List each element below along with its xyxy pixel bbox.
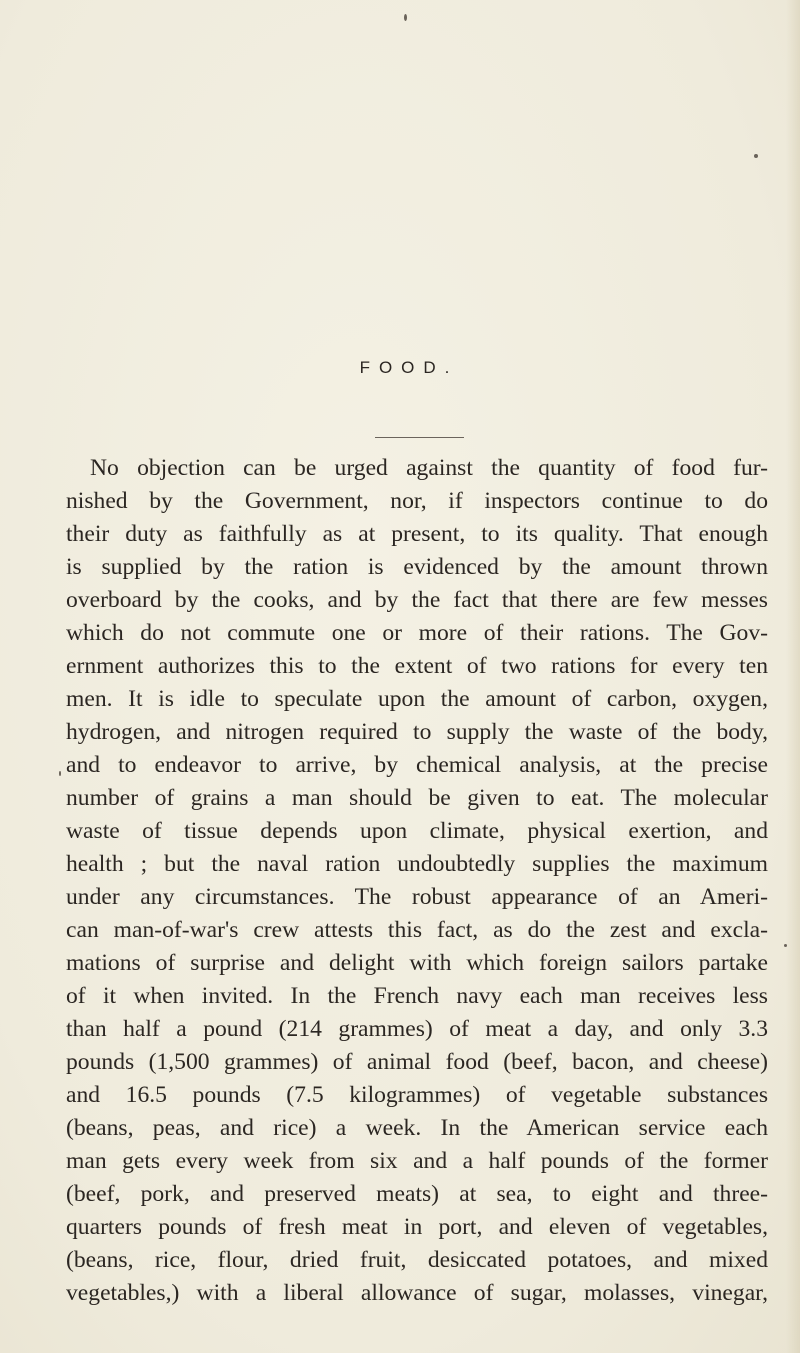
text-line: ernment authorizes this to the extent of two rations for every ten [66, 653, 768, 679]
text-line: which do not commute one or more of their rations. The Gov- [66, 620, 768, 646]
page-title: FOOD. [359, 358, 459, 377]
text-line: No objection can be urged against the quantity of food fur- [90, 455, 768, 481]
text-line: (beans, peas, and rice) a week. In the American service each [66, 1115, 768, 1141]
print-speck [754, 154, 758, 158]
text-line: mations of surprise and delight with which foreign sailors partake [66, 950, 768, 976]
text-line: nished by the Government, nor, if inspectors continue to do [66, 488, 768, 514]
text-line: is supplied by the ration is evidenced by the amount thrown [66, 554, 768, 580]
text-line: than half a pound (214 grammes) of meat a day, and only 3.3 [66, 1016, 768, 1042]
text-line: can man-of-war's crew attests this fact, as do the zest and excla- [66, 917, 768, 943]
print-speck [784, 944, 787, 947]
text-line: (beans, rice, flour, dried fruit, desiccated potatoes, and mixed [66, 1247, 768, 1273]
print-speck [404, 14, 407, 21]
text-line: overboard by the cooks, and by the fact that there are few messes [66, 587, 768, 613]
text-line: quarters pounds of fresh meat in port, and eleven of vegetables, [66, 1214, 768, 1240]
text-line: pounds (1,500 grammes) of animal food (beef, bacon, and cheese) [66, 1049, 768, 1075]
text-line: (beef, pork, and preserved meats) at sea, to eight and three- [66, 1181, 768, 1207]
text-line: waste of tissue depends upon climate, physical exertion, and [66, 818, 768, 844]
text-line: vegetables,) with a liberal allowance of sugar, molasses, vinegar, [66, 1280, 768, 1306]
text-line: number of grains a man should be given to eat. The molecular [66, 785, 768, 811]
print-speck [59, 771, 61, 776]
text-line: man gets every week from six and a half pounds of the former [66, 1148, 768, 1174]
text-line: of it when invited. In the French navy each man receives less [66, 983, 768, 1009]
text-line: and 16.5 pounds (7.5 kilogrammes) of vegetable substances [66, 1082, 768, 1108]
text-line: men. It is idle to speculate upon the amount of carbon, oxygen, [66, 686, 768, 712]
text-line: their duty as faithfully as at present, to its quality. That enough [66, 521, 768, 547]
title-divider [375, 437, 464, 438]
page-edge-shadow [786, 0, 800, 1353]
text-line: and to endeavor to arrive, by chemical analysis, at the precise [66, 752, 768, 778]
body-paragraph [66, 452, 768, 1310]
text-line: health ; but the naval ration undoubtedly supplies the maximum [66, 851, 768, 877]
text-line: under any circumstances. The robust appearance of an Ameri- [66, 884, 768, 910]
text-line: hydrogen, and nitrogen required to supply the waste of the body, [66, 719, 768, 745]
